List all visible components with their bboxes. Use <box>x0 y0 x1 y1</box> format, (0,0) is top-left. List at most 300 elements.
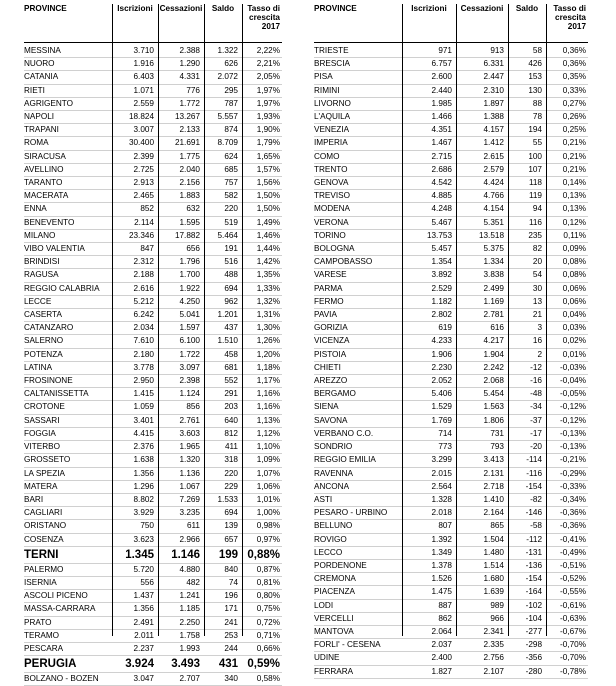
province-name: SALERNO <box>24 336 64 346</box>
province-name: BOLZANO - BOZEN <box>24 674 99 684</box>
cessazioni-value: 2.781 <box>483 310 504 320</box>
saldo-value: 1.201 <box>217 310 238 320</box>
tasso-value: 0,71% <box>256 630 280 640</box>
province-name: VICENZA <box>314 336 350 346</box>
saldo-value: 171 <box>224 604 238 614</box>
cessazioni-value: 5.375 <box>483 244 504 254</box>
table-row <box>24 111 282 124</box>
saldo-value: 757 <box>224 178 238 188</box>
cessazioni-value: 2.040 <box>179 164 200 174</box>
saldo-value: 431 <box>218 658 238 671</box>
tasso-value: -0,04% <box>560 376 586 386</box>
iscrizioni-value: 2.440 <box>431 85 452 95</box>
province-name: RIMINI <box>314 85 340 95</box>
tasso-value: 0,04% <box>562 310 586 320</box>
tasso-value: 1,44% <box>256 244 280 254</box>
tasso-value: 1,07% <box>256 468 280 478</box>
province-name: REGGIO EMILIA <box>314 455 376 465</box>
tasso-value: 0,87% <box>256 564 280 574</box>
province-name: IMPERIA <box>314 138 348 148</box>
tasso-value: -0,36% <box>560 521 586 531</box>
saldo-value: 153 <box>528 72 542 82</box>
cessazioni-value: 2.341 <box>483 626 504 636</box>
cessazioni-value: 1.883 <box>179 191 200 201</box>
iscrizioni-value: 1.985 <box>431 98 452 108</box>
iscrizioni-value: 862 <box>438 613 452 623</box>
saldo-value: 54 <box>532 270 542 280</box>
saldo-value: -114 <box>526 455 542 465</box>
cessazioni-value: 21.691 <box>174 138 200 148</box>
header-saldo: Saldo <box>211 4 235 13</box>
tasso-value: 1,56% <box>256 178 280 188</box>
saldo-value: 119 <box>528 191 542 201</box>
cessazioni-value: 1.700 <box>179 270 200 280</box>
iscrizioni-value: 2.011 <box>134 630 154 640</box>
header-iscrizioni: Iscrizioni <box>411 4 447 13</box>
province-name: MILANO <box>24 230 56 240</box>
header-iscrizioni: Iscrizioni <box>117 4 153 13</box>
saldo-value: 437 <box>224 323 238 333</box>
tasso-value: 0,58% <box>256 674 280 684</box>
province-name: PORDENONE <box>314 560 367 570</box>
table-row <box>24 243 282 256</box>
iscrizioni-value: 2.465 <box>133 191 154 201</box>
saldo-value: 78 <box>532 112 542 122</box>
saldo-value: 8.709 <box>217 138 238 148</box>
cessazioni-value: 1.758 <box>179 630 200 640</box>
province-name: PALERMO <box>24 564 64 574</box>
table-row <box>24 520 282 533</box>
cessazioni-value: 4.250 <box>179 296 200 306</box>
table-row <box>24 427 282 440</box>
iscrizioni-value: 1.467 <box>431 138 452 148</box>
tasso-value: 0,33% <box>562 85 586 95</box>
cessazioni-value: 2.250 <box>179 617 200 627</box>
saldo-value: 426 <box>528 59 542 69</box>
tasso-value: 0,21% <box>562 164 586 174</box>
cessazioni-value: 3.097 <box>179 362 200 372</box>
saldo-value: 220 <box>224 204 238 214</box>
iscrizioni-value: 4.885 <box>431 191 452 201</box>
table-row <box>24 467 282 480</box>
iscrizioni-value: 4.415 <box>133 428 154 438</box>
iscrizioni-value: 2.715 <box>431 151 452 161</box>
saldo-value: 840 <box>224 564 238 574</box>
column-divider <box>456 4 457 636</box>
saldo-value: 685 <box>224 164 238 174</box>
cessazioni-value: 2.131 <box>483 468 504 478</box>
cessazioni-value: 611 <box>186 521 200 531</box>
province-name: LECCE <box>24 296 52 306</box>
iscrizioni-value: 6.242 <box>133 310 154 320</box>
saldo-value: 1.533 <box>217 494 238 504</box>
cessazioni-value: 4.331 <box>179 72 200 82</box>
header-cessazioni: Cessazioni <box>460 4 504 13</box>
iscrizioni-value: 2.180 <box>133 349 154 359</box>
tasso-value: 1,50% <box>256 191 280 201</box>
iscrizioni-value: 2.529 <box>431 283 452 293</box>
province-name: TARANTO <box>24 178 63 188</box>
saldo-value: -102 <box>525 600 542 610</box>
province-name: VITERBO <box>24 442 60 452</box>
iscrizioni-value: 1.182 <box>431 296 452 306</box>
cessazioni-value: 2.966 <box>179 534 200 544</box>
province-name: UDINE <box>314 653 340 663</box>
iscrizioni-value: 2.802 <box>431 310 452 320</box>
cessazioni-value: 1.897 <box>483 98 504 108</box>
province-name: VERBANO C.O. <box>314 428 374 438</box>
tasso-value: -0,12% <box>560 415 586 425</box>
table-row <box>24 322 282 335</box>
table-row <box>24 269 282 282</box>
left-header-row <box>24 4 282 43</box>
saldo-value: 21 <box>532 310 542 320</box>
cessazioni-value: 1.334 <box>483 257 504 267</box>
tasso-value: 1,49% <box>256 217 280 227</box>
province-name: FERRARA <box>314 666 354 676</box>
table-row <box>24 375 282 388</box>
cessazioni-value: 17.882 <box>174 230 200 240</box>
iscrizioni-value: 556 <box>140 577 154 587</box>
tasso-value: -0,78% <box>560 666 586 676</box>
province-name: CROTONE <box>24 402 65 412</box>
province-name: CREMONA <box>314 574 356 584</box>
tasso-value: 1,20% <box>256 349 280 359</box>
iscrizioni-value: 2.564 <box>431 481 452 491</box>
province-name: BERGAMO <box>314 389 356 399</box>
province-name: VERCELLI <box>314 613 354 623</box>
cessazioni-value: 1.480 <box>483 547 504 557</box>
table-row <box>24 507 282 520</box>
cessazioni-value: 5.351 <box>483 217 504 227</box>
iscrizioni-value: 1.466 <box>431 112 452 122</box>
cessazioni-value: 1.514 <box>483 560 504 570</box>
iscrizioni-value: 773 <box>438 442 452 452</box>
tasso-value: -0,51% <box>560 560 586 570</box>
province-name: ASCOLI PICENO <box>24 591 88 601</box>
table-row <box>314 652 588 665</box>
saldo-value: 291 <box>224 389 238 399</box>
iscrizioni-value: 4.542 <box>431 178 452 188</box>
iscrizioni-value: 2.015 <box>431 468 452 478</box>
saldo-value: 640 <box>224 415 238 425</box>
iscrizioni-value: 1.916 <box>133 59 154 69</box>
iscrizioni-value: 887 <box>438 600 452 610</box>
province-name: PAVIA <box>314 310 337 320</box>
table-row <box>24 124 282 137</box>
saldo-value: 199 <box>218 548 238 561</box>
iscrizioni-value: 2.230 <box>431 362 452 372</box>
saldo-value: 488 <box>224 270 238 280</box>
iscrizioni-value: 23.346 <box>128 230 154 240</box>
table-row <box>24 401 282 414</box>
tasso-value: -0,52% <box>560 574 586 584</box>
cessazioni-value: 1.639 <box>483 587 504 597</box>
cessazioni-value: 2.756 <box>483 653 504 663</box>
cessazioni-value: 2.242 <box>483 362 504 372</box>
province-name: LA SPEZIA <box>24 468 65 478</box>
table-row <box>24 388 282 401</box>
cessazioni-value: 2.068 <box>483 376 504 386</box>
saldo-value: -116 <box>526 468 542 478</box>
province-name: PRATO <box>24 617 52 627</box>
cessazioni-value: 13.267 <box>174 112 200 122</box>
iscrizioni-value: 18.824 <box>128 112 154 122</box>
province-name: AGRIGENTO <box>24 98 73 108</box>
iscrizioni-value: 5.457 <box>431 244 452 254</box>
province-name: PESARO - URBINO <box>314 508 388 518</box>
table-row <box>24 256 282 269</box>
province-name: LECCO <box>314 547 343 557</box>
saldo-value: -136 <box>525 560 542 570</box>
cessazioni-value: 632 <box>186 204 200 214</box>
saldo-value: 2.072 <box>217 72 238 82</box>
iscrizioni-value: 2.616 <box>133 283 154 293</box>
table-row <box>24 177 282 190</box>
tasso-value: 2,21% <box>256 59 280 69</box>
saldo-value: 203 <box>224 402 238 412</box>
iscrizioni-value: 4.233 <box>431 336 452 346</box>
iscrizioni-value: 2.400 <box>431 653 452 663</box>
cessazioni-value: 1.410 <box>483 494 504 504</box>
iscrizioni-value: 3.007 <box>133 125 154 135</box>
saldo-value: 229 <box>224 481 238 491</box>
cessazioni-value: 1.412 <box>483 138 504 148</box>
cessazioni-value: 656 <box>186 244 200 254</box>
cessazioni-value: 1.146 <box>171 548 200 561</box>
cessazioni-value: 913 <box>490 46 504 55</box>
saldo-value: 458 <box>224 349 238 359</box>
cessazioni-value: 3.838 <box>483 270 504 280</box>
cessazioni-value: 5.454 <box>483 389 504 399</box>
iscrizioni-value: 3.401 <box>133 415 154 425</box>
saldo-value: -131 <box>525 547 542 557</box>
tasso-value: 0,06% <box>562 296 586 306</box>
cessazioni-value: 1.124 <box>179 389 200 399</box>
tasso-value: 1,06% <box>256 481 280 491</box>
saldo-value: 962 <box>224 296 238 306</box>
table-row <box>24 137 282 150</box>
tasso-value: 1,09% <box>256 455 280 465</box>
tasso-value: 1,18% <box>256 362 280 372</box>
cessazioni-value: 7.269 <box>179 494 200 504</box>
tasso-value: 0,09% <box>562 244 586 254</box>
saldo-value: -17 <box>530 428 542 438</box>
iscrizioni-value: 619 <box>438 323 452 333</box>
province-name: PESCARA <box>24 643 64 653</box>
cessazioni-value: 1.241 <box>179 591 200 601</box>
province-name: CATANIA <box>24 72 59 82</box>
tasso-value: 1,42% <box>256 257 280 267</box>
iscrizioni-value: 1.906 <box>431 349 452 359</box>
tasso-value: 1,97% <box>256 98 280 108</box>
table-row <box>24 84 282 97</box>
cessazioni-value: 3.235 <box>179 508 200 518</box>
tasso-value: -0,13% <box>560 442 586 452</box>
cessazioni-value: 2.107 <box>483 666 504 676</box>
province-name: PERUGIA <box>24 658 77 671</box>
cessazioni-value: 4.880 <box>179 564 200 574</box>
tasso-value: 1,57% <box>256 164 280 174</box>
tasso-value: 0,21% <box>562 138 586 148</box>
province-name: GENOVA <box>314 178 349 188</box>
province-name: BENEVENTO <box>24 217 75 227</box>
iscrizioni-value: 1.354 <box>431 257 452 267</box>
cessazioni-value: 1.320 <box>179 455 200 465</box>
saldo-value: 582 <box>224 191 238 201</box>
tasso-value: 0,14% <box>562 178 586 188</box>
table-row <box>24 97 282 110</box>
column-divider <box>508 4 509 636</box>
saldo-value: -37 <box>530 415 542 425</box>
province-name: VERONA <box>314 217 349 227</box>
cessazioni-value: 2.499 <box>483 283 504 293</box>
table-row <box>24 629 282 642</box>
tasso-value: -0,05% <box>560 389 586 399</box>
iscrizioni-value: 1.769 <box>431 415 452 425</box>
province-name: RAGUSA <box>24 270 59 280</box>
iscrizioni-value: 1.526 <box>431 574 452 584</box>
iscrizioni-value: 1.059 <box>133 402 154 412</box>
saldo-value: 3 <box>537 323 542 333</box>
saldo-value: -146 <box>525 508 542 518</box>
column-divider <box>112 4 113 636</box>
saldo-value: -82 <box>530 494 542 504</box>
cessazioni-value: 989 <box>490 600 504 610</box>
province-name: POTENZA <box>24 349 63 359</box>
province-name: ISERNIA <box>24 577 57 587</box>
tasso-value: -0,33% <box>560 481 586 491</box>
tasso-value: -0,29% <box>560 468 586 478</box>
iscrizioni-value: 1.392 <box>431 534 452 544</box>
cessazioni-value: 1.595 <box>179 217 200 227</box>
tasso-value: 0,11% <box>563 230 586 240</box>
cessazioni-value: 1.388 <box>483 112 504 122</box>
iscrizioni-value: 2.950 <box>133 376 154 386</box>
iscrizioni-value: 3.778 <box>133 362 154 372</box>
province-name: CASERTA <box>24 310 62 320</box>
tasso-value: 1,26% <box>256 336 280 346</box>
iscrizioni-value: 1.827 <box>431 666 452 676</box>
table-row <box>24 590 282 603</box>
cessazioni-value: 1.904 <box>483 349 504 359</box>
saldo-value: 2 <box>537 349 542 359</box>
province-name: TRAPANI <box>24 125 59 135</box>
saldo-value: 812 <box>224 428 238 438</box>
province-name: TREVISO <box>314 191 350 201</box>
saldo-value: -58 <box>530 521 542 531</box>
tasso-value: 1,13% <box>256 415 280 425</box>
province-name: TORINO <box>314 230 346 240</box>
tasso-value: 0,59% <box>247 658 280 671</box>
cessazioni-value: 793 <box>490 442 504 452</box>
province-name: ORISTANO <box>24 521 67 531</box>
iscrizioni-value: 1.437 <box>133 591 154 601</box>
table-row <box>24 348 282 361</box>
tasso-value: -0,67% <box>560 626 586 636</box>
cessazioni-value: 2.388 <box>179 46 200 55</box>
iscrizioni-value: 1.475 <box>431 587 452 597</box>
tasso-value: 1,79% <box>256 138 280 148</box>
province-name: FOGGIA <box>24 428 56 438</box>
iscrizioni-value: 3.892 <box>431 270 452 280</box>
province-name: CAMPOBASSO <box>314 257 373 267</box>
tasso-value: -0,70% <box>560 653 586 663</box>
iscrizioni-value: 8.802 <box>133 494 154 504</box>
iscrizioni-value: 2.237 <box>133 643 154 653</box>
saldo-value: 55 <box>532 138 542 148</box>
saldo-value: 88 <box>532 98 542 108</box>
saldo-value: 516 <box>224 257 238 267</box>
cessazioni-value: 4.424 <box>483 178 504 188</box>
tasso-value: 0,72% <box>256 617 280 627</box>
cessazioni-value: 1.169 <box>483 296 504 306</box>
table-row <box>24 616 282 629</box>
province-name: GROSSETO <box>24 455 71 465</box>
cessazioni-value: 2.398 <box>179 376 200 386</box>
tasso-value: 1,33% <box>256 283 280 293</box>
province-name: AREZZO <box>314 376 348 386</box>
cessazioni-value: 6.100 <box>179 336 200 346</box>
tasso-value: 0,13% <box>562 204 586 214</box>
province-name: BELLUNO <box>314 521 353 531</box>
cessazioni-value: 1.136 <box>179 468 200 478</box>
saldo-value: 30 <box>532 283 542 293</box>
tasso-value: -0,49% <box>560 547 586 557</box>
tasso-value: -0,61% <box>560 600 586 610</box>
cessazioni-value: 2.615 <box>483 151 504 161</box>
header-tasso: Tasso di crescita 2017 <box>553 4 586 31</box>
tasso-value: -0,55% <box>560 587 586 597</box>
province-name: VIBO VALENTIA <box>24 244 85 254</box>
province-name: BARI <box>24 494 44 504</box>
iscrizioni-value: 4.248 <box>431 204 452 214</box>
tasso-value: 1,46% <box>256 230 280 240</box>
province-name: TERAMO <box>24 630 60 640</box>
tasso-value: 0,36% <box>562 59 586 69</box>
iscrizioni-value: 3.929 <box>133 508 154 518</box>
iscrizioni-value: 2.376 <box>133 442 154 452</box>
iscrizioni-value: 7.610 <box>133 336 154 346</box>
tasso-value: 1,17% <box>256 376 280 386</box>
iscrizioni-value: 5.467 <box>431 217 452 227</box>
saldo-value: 16 <box>532 336 542 346</box>
saldo-value: 196 <box>224 591 238 601</box>
header-cessazioni: Cessazioni <box>159 4 203 13</box>
iscrizioni-value: 807 <box>438 521 452 531</box>
saldo-value: 295 <box>224 85 238 95</box>
province-name: SASSARI <box>24 415 60 425</box>
column-divider <box>158 4 159 636</box>
table-row <box>24 563 282 576</box>
cessazioni-value: 13.518 <box>478 230 504 240</box>
table-row <box>24 335 282 348</box>
iscrizioni-value: 2.686 <box>431 164 452 174</box>
cessazioni-value: 1.772 <box>179 98 200 108</box>
iscrizioni-value: 6.757 <box>431 59 452 69</box>
province-name: RIETI <box>24 85 45 95</box>
iscrizioni-value: 2.018 <box>431 508 452 518</box>
province-name: BOLOGNA <box>314 244 355 254</box>
saldo-value: -277 <box>525 626 542 636</box>
tasso-value: 1,12% <box>256 428 280 438</box>
province-name: TRENTO <box>314 164 348 174</box>
tasso-value: -0,36% <box>560 508 586 518</box>
province-name: FERMO <box>314 296 344 306</box>
province-name: CHIETI <box>314 362 341 372</box>
iscrizioni-value: 1.356 <box>133 604 154 614</box>
saldo-value: 100 <box>528 151 542 161</box>
